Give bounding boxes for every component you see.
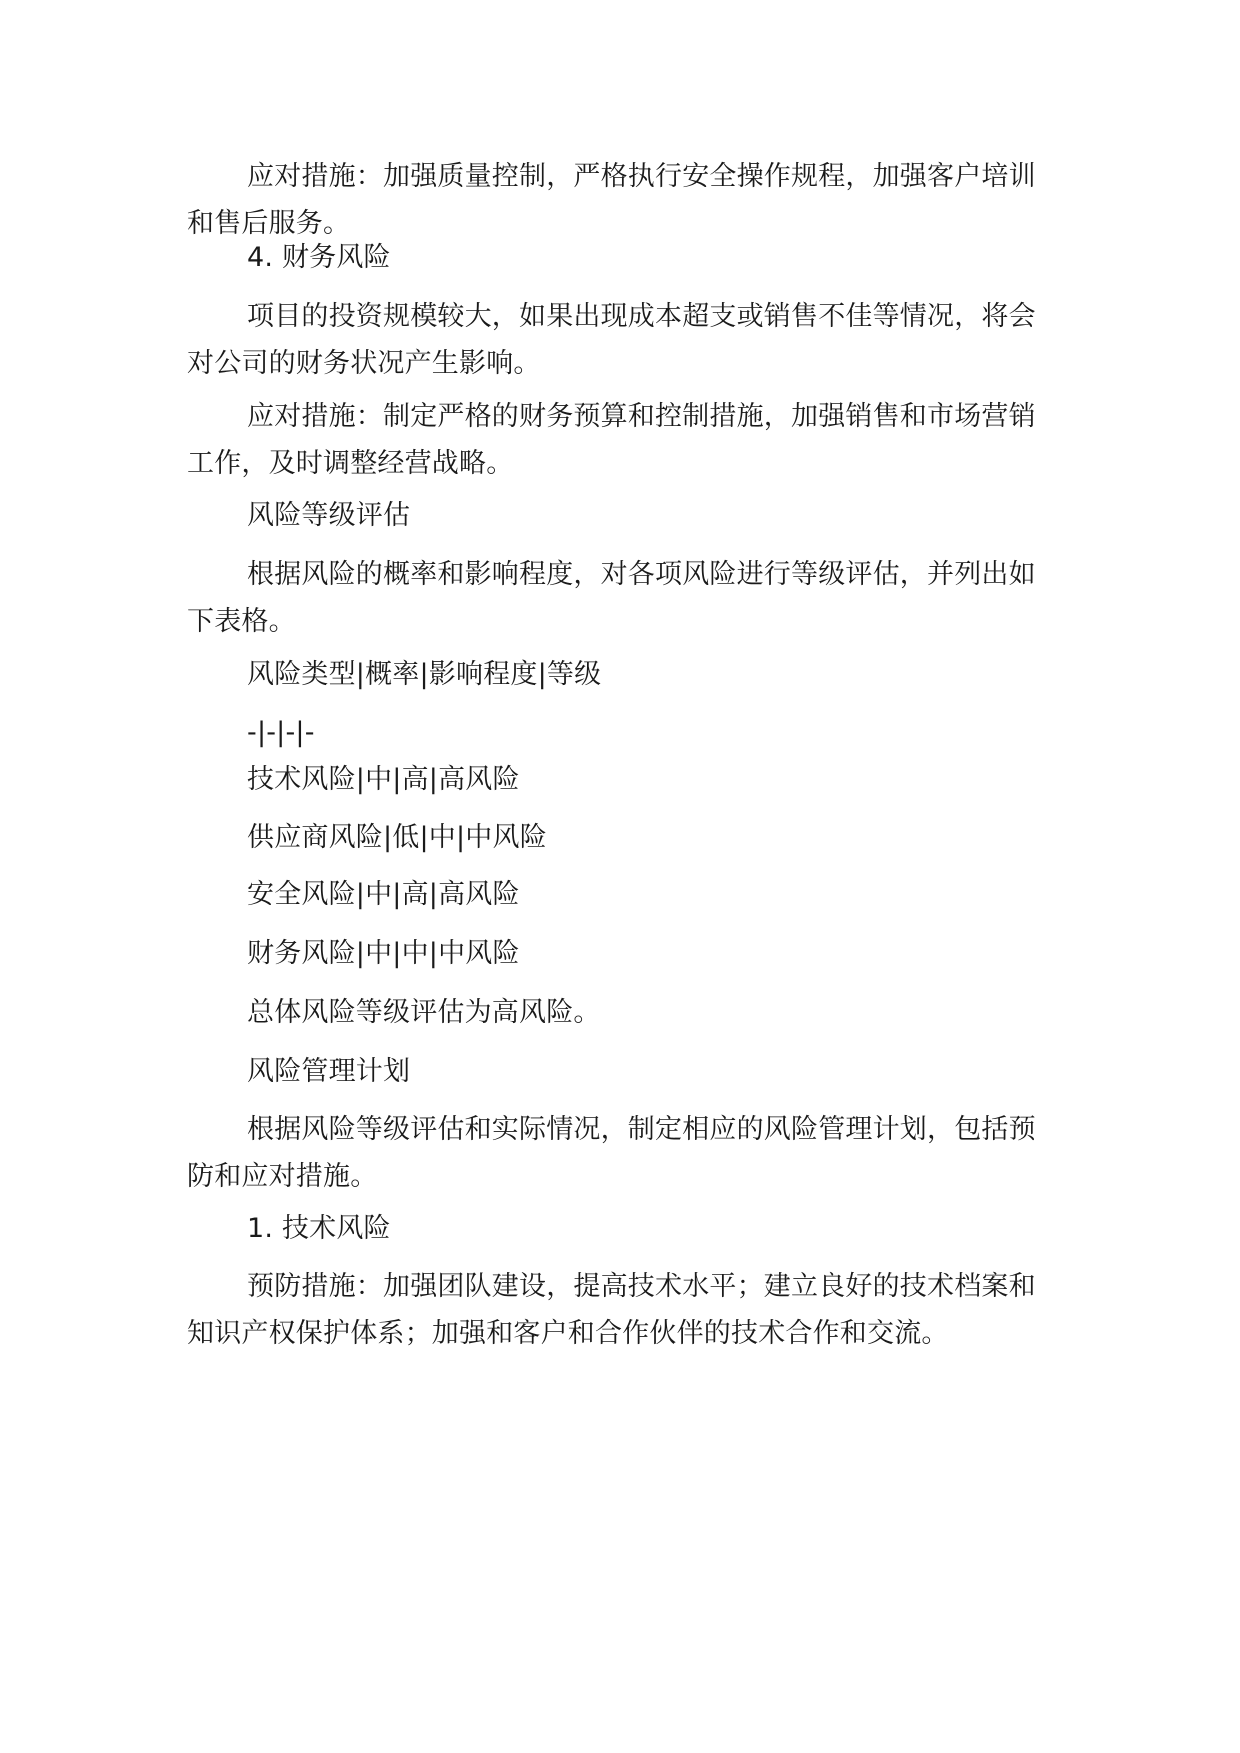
table-row-supplier: 供应商风险|低|中|中风险	[247, 822, 547, 853]
paragraph-prevention-measures: 预防措施：加强团队建设，提高技术水平；建立良好的技术档案和知识产权保护体系；加强和客户和合作伙伴的技术合作和交流。	[187, 1271, 1036, 1349]
heading-financial-risk: 4. 财务风险	[247, 242, 391, 273]
table-header-row: 风险类型|概率|影响程度|等级	[247, 659, 602, 690]
heading-risk-management-plan: 风险管理计划	[247, 1056, 411, 1087]
table-separator-row: -|-|-|-	[247, 717, 315, 748]
paragraph-quality-measures: 应对措施：加强质量控制，严格执行安全操作规程，加强客户培训和售后服务。	[187, 161, 1036, 239]
table-row-technical: 技术风险|中|高|高风险	[247, 764, 520, 795]
paragraph-financial-measures: 应对措施：制定严格的财务预算和控制措施，加强销售和市场营销工作，及时调整经营战略。	[187, 401, 1036, 479]
heading-risk-level-assessment: 风险等级评估	[247, 500, 411, 531]
paragraph-assessment-intro: 根据风险的概率和影响程度，对各项风险进行等级评估，并列出如下表格。	[187, 559, 1036, 637]
paragraph-plan-intro: 根据风险等级评估和实际情况，制定相应的风险管理计划，包括预防和应对措施。	[187, 1114, 1036, 1192]
paragraph-overall-assessment: 总体风险等级评估为高风险。	[247, 997, 601, 1028]
table-row-financial: 财务风险|中|中|中风险	[247, 938, 520, 969]
paragraph-financial-risk: 项目的投资规模较大，如果出现成本超支或销售不佳等情况，将会对公司的财务状况产生影响。	[187, 301, 1036, 379]
heading-technical-risk: 1. 技术风险	[247, 1213, 391, 1244]
table-row-safety: 安全风险|中|高|高风险	[247, 879, 520, 910]
